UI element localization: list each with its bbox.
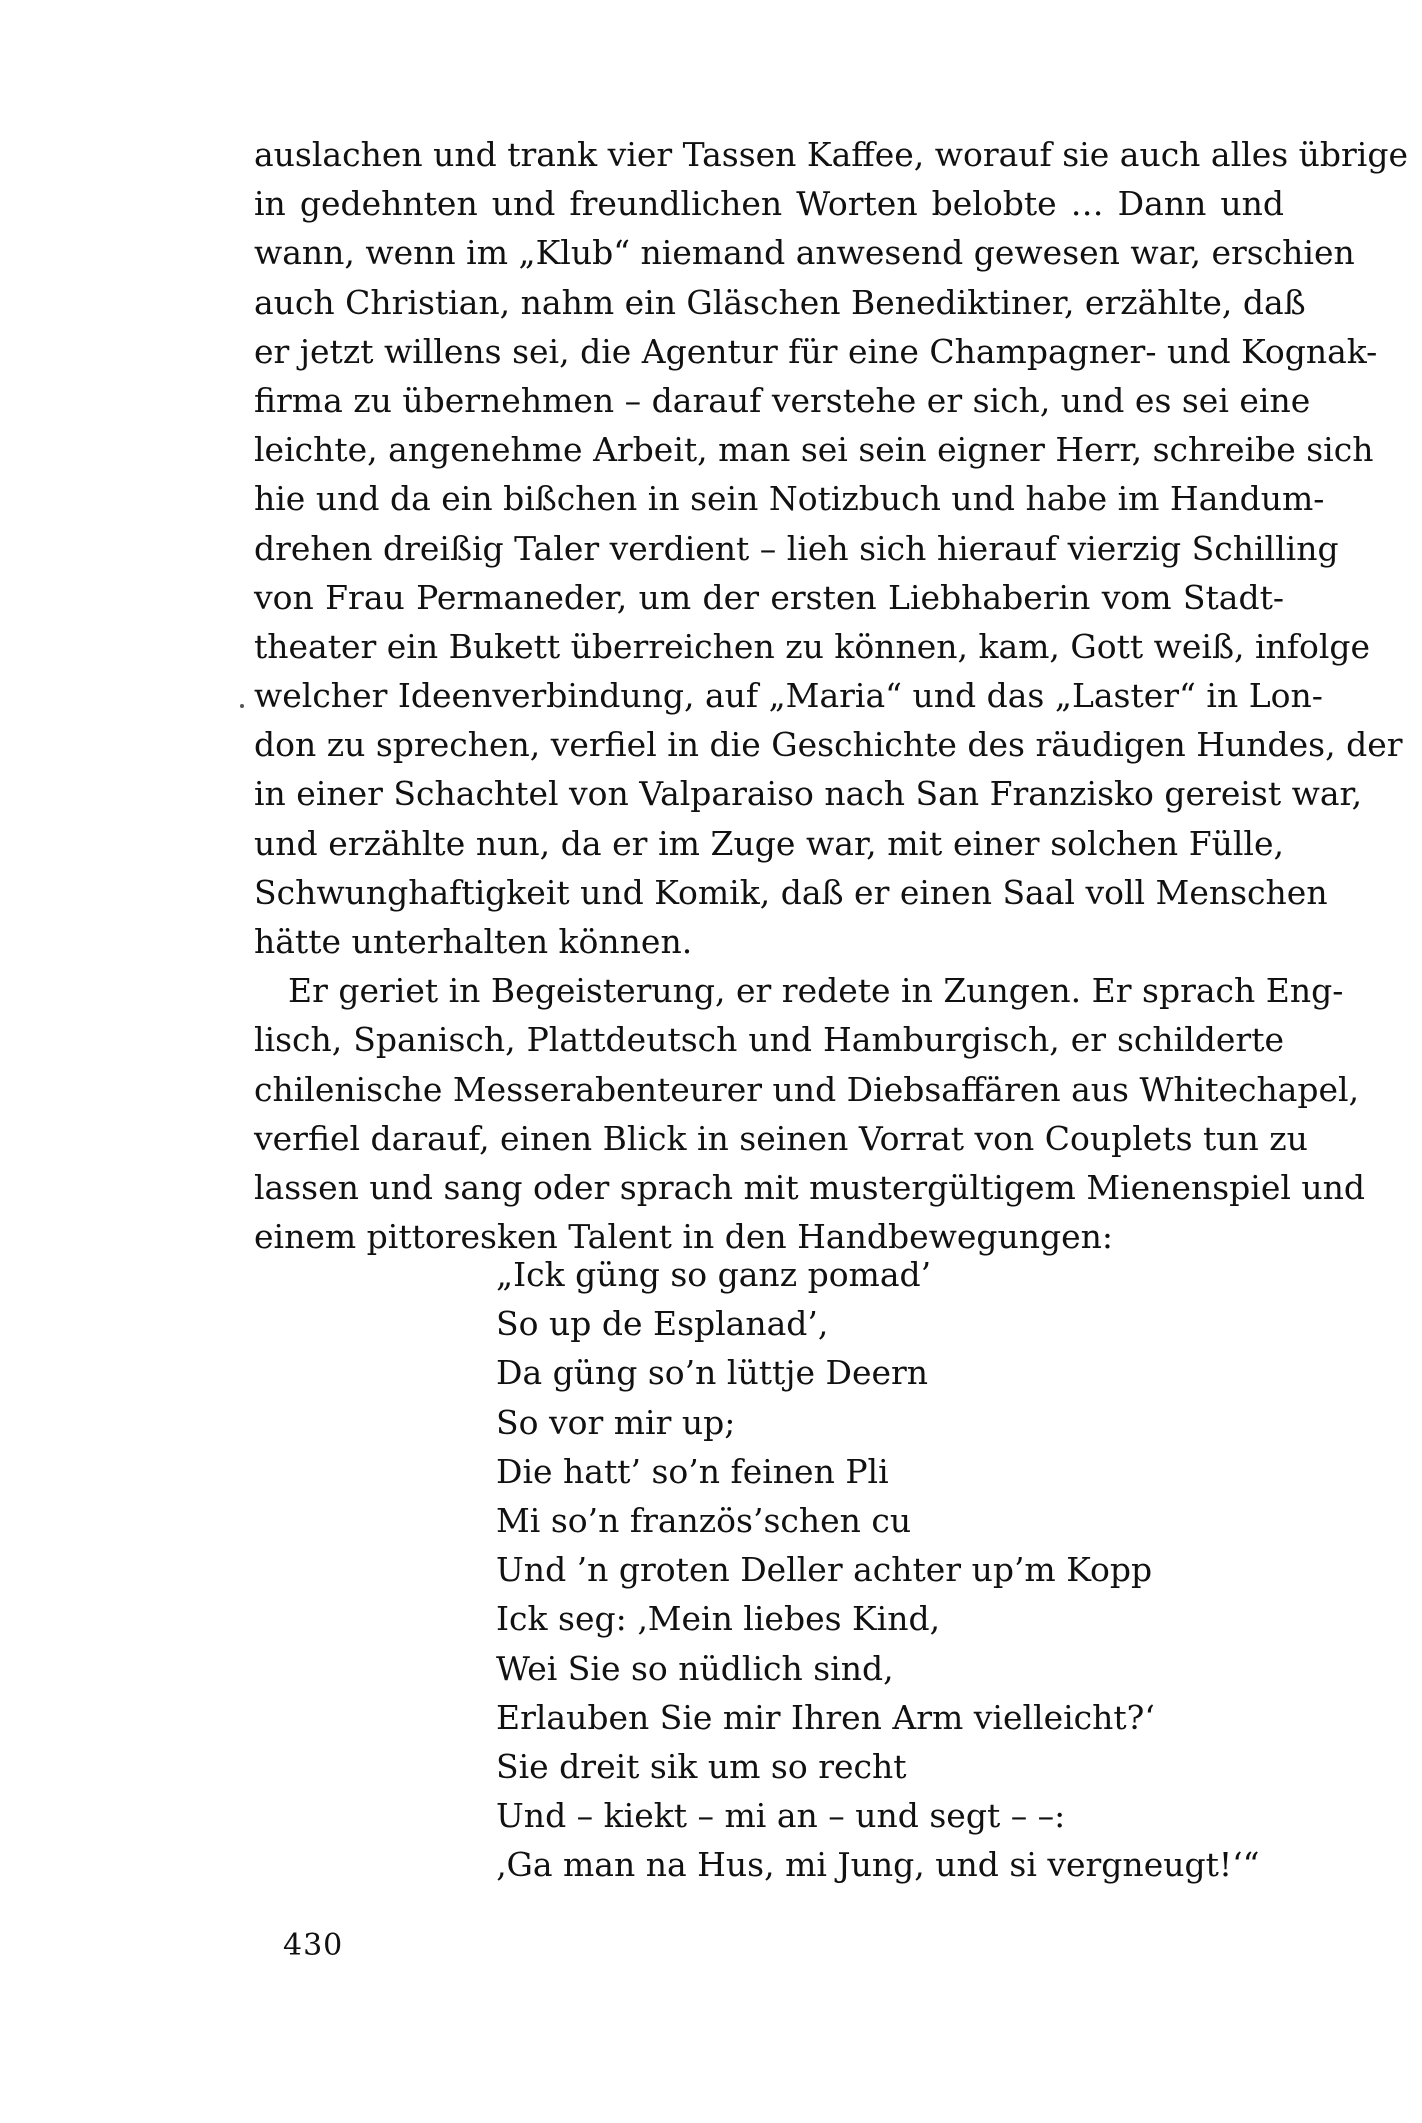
verse-line: Mi so’n französ’schen cu <box>496 1500 912 1540</box>
prose-line: chilenische Messerabenteurer und Diebsaffären aus Whitechapel, <box>254 1069 1360 1109</box>
prose-line: lassen und sang oder sprach mit mustergültigem Mienenspiel und <box>254 1167 1366 1207</box>
verse-line: ‚Ga man na Hus, mi Jung, und si vergneugt!‘“ <box>496 1845 1260 1885</box>
prose-line: wann, wenn im „Klub“ niemand anwesend gewesen war, erschien <box>254 233 1355 273</box>
prose-line: auch Christian, nahm ein Gläschen Benediktiner, erzählte, daß <box>254 282 1306 322</box>
prose-line: leichte, angenehme Arbeit, man sei sein eigner Herr, schreibe sich <box>254 430 1374 470</box>
prose-line: hätte unterhalten können. <box>254 922 693 961</box>
song-verse <box>496 1250 1316 1889</box>
prose-line: einem pittoresken Talent in den Handbewegungen: <box>254 1217 1114 1257</box>
verse-line: Ick seg: ‚Mein liebes Kind, <box>496 1599 941 1639</box>
prose-line: drehen dreißig Taler verdient – lieh sich hierauf vierzig Schilling <box>254 528 1339 568</box>
page-number: 430 <box>283 1928 344 1963</box>
verse-line: Erlauben Sie mir Ihren Arm vielleicht?‘ <box>496 1697 1155 1737</box>
verse-line: „Ick güng so ganz pomad’ <box>496 1255 932 1294</box>
verse-line: Und – kiekt – mi an – und segt – –: <box>496 1796 1066 1836</box>
verse-line: Da güng so’n lüttje Deern <box>496 1353 929 1393</box>
prose-line: verfiel darauf, einen Blick in seinen Vorrat von Couplets tun zu <box>254 1118 1308 1158</box>
prose-line: von Frau Permaneder, um der ersten Liebhaberin vom Stadt- <box>254 577 1284 617</box>
prose-line: Schwunghaftigkeit und Komik, daß er einen Saal voll Menschen <box>254 872 1328 912</box>
prose-line: firma zu übernehmen – darauf verstehe er sich, und es sei eine <box>254 380 1311 420</box>
prose-line: lisch, Spanisch, Plattdeutsch und Hamburgisch, er schilderte <box>254 1020 1284 1060</box>
prose-line: theater ein Bukett überreichen zu können, kam, Gott weiß, infolge <box>254 626 1371 666</box>
prose-line: auslachen und trank vier Tassen Kaffee, worauf sie auch alles übrige <box>254 135 1409 174</box>
prose-line: er jetzt willens sei, die Agentur für eine Champagner- und Kognak- <box>254 331 1378 371</box>
prose-text <box>254 130 1409 1261</box>
prose-line: hie und da ein bißchen in sein Notizbuch und habe im Handum- <box>254 479 1325 519</box>
prose-line: und erzählte nun, da er im Zuge war, mit einer solchen Fülle, <box>254 823 1284 863</box>
prose-line: don zu sprechen, verfiel in die Geschichte des räudigen Hundes, der <box>254 725 1403 765</box>
verse-line: Sie dreit sik um so recht <box>496 1746 907 1786</box>
verse-line: Und ’n groten Deller achter up’m Kopp <box>496 1550 1153 1590</box>
verse-line: So up de Esplanad’, <box>496 1304 829 1344</box>
prose-line: in gedehnten und freundlichen Worten belobte … Dann und <box>254 184 1284 224</box>
verse-line: Die hatt’ so’n feinen Pli <box>496 1451 889 1491</box>
prose-line: in einer Schachtel von Valparaiso nach San Franzisko gereist war, <box>254 774 1363 814</box>
prose-line: welcher Ideenverbindung, auf „Maria“ und das „Laster“ in Lon- <box>254 676 1323 716</box>
verse-line: Wei Sie so nüdlich sind, <box>496 1648 894 1688</box>
prose-line: Er geriet in Begeisterung, er redete in Zungen. Er sprach Eng- <box>288 971 1344 1011</box>
verse-line: So vor mir up; <box>496 1402 736 1442</box>
margin-mark <box>240 704 244 708</box>
